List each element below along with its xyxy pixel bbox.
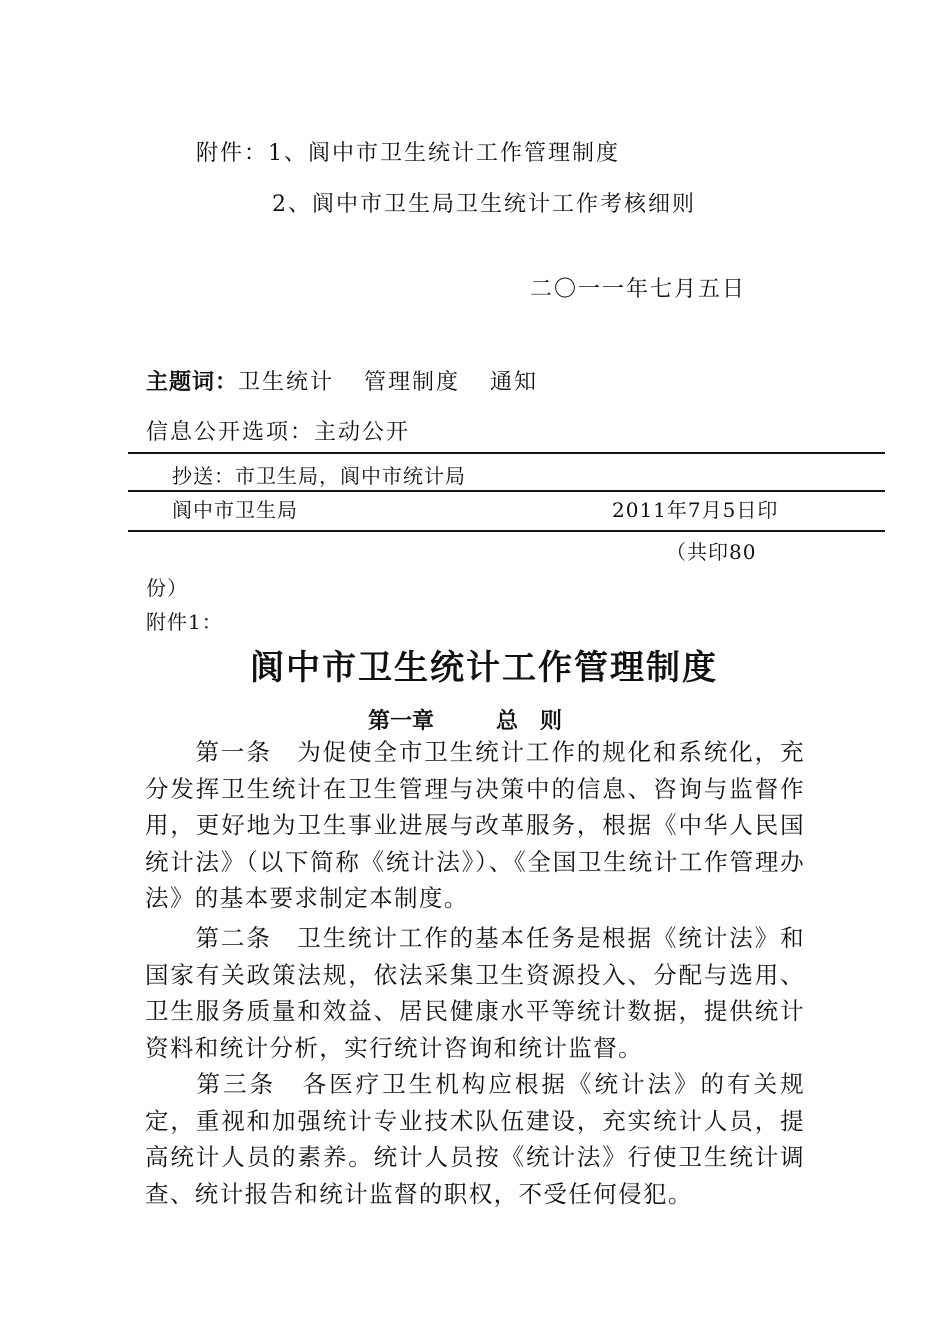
copies-count: （共印80: [666, 540, 757, 564]
copies-suffix: 份）: [146, 576, 188, 600]
article-text: 各医疗卫生机构应根据《统计法》的有关规定，重视和加强统计专业技术队伍建设，充实统计人员，提高统计人员的素养。统计人员按《统计法》行使卫生统计调查、统计报告和统计监督的职权，不受任何侵犯。: [145, 1070, 805, 1208]
document-title: 阆中市卫生统计工作管理制度: [250, 648, 718, 688]
keyword-item: 卫生统计: [238, 370, 335, 395]
rule-bottom: [128, 530, 885, 532]
article-text: 为促使全市卫生统计工作的规化和系统化，充分发挥卫生统计在卫生管理与决策中的信息、咨询与监督作用，更好地为卫生事业进展与改革服务，根据《中华人民国统计法》（以下简称《统计法》）、《全国卫生统计工作管理办法》的基本要求制定本制度。: [145, 738, 805, 912]
article-text: 卫生统计工作的基本任务是根据《统计法》和国家有关政策法规，依法采集卫生资源投入、分配与选用、卫生服务质量和效益、居民健康水平等统计数据，提供统计资料和统计分析，实行统计咨询和统计监督。: [145, 924, 805, 1062]
article-label: 第三条: [195, 1070, 277, 1098]
rule-top: [128, 452, 885, 454]
cc-line: 抄送：市卫生局，阆中市统计局: [172, 464, 466, 488]
article-label: 第一条: [195, 738, 272, 766]
rule-middle: [128, 490, 885, 492]
disclosure-option: 信息公开选项：主动公开: [146, 420, 411, 445]
issue-date: 二〇一一年七月五日: [530, 277, 747, 302]
print-date: 2011年7月5日印: [612, 498, 779, 522]
attachment-label: 附件1：: [146, 610, 223, 634]
keyword-item: 通知: [490, 370, 539, 395]
article-2: [145, 920, 805, 1066]
keywords-label: 主题词：: [146, 369, 239, 395]
attachment-line-2: 2、阆中市卫生局卫生统计工作考核细则: [272, 192, 696, 217]
article-label: 第二条: [195, 924, 272, 952]
chapter-name: 总 则: [496, 709, 563, 734]
article-3: [145, 1066, 805, 1212]
chapter-number: 第一章: [368, 709, 435, 734]
keyword-item: 管理制度: [364, 370, 461, 395]
keywords-row: [146, 365, 538, 396]
attachment-line-1: 附件：1、阆中市卫生统计工作管理制度: [196, 141, 620, 166]
issuer: 阆中市卫生局: [172, 498, 298, 522]
article-1: [145, 734, 805, 917]
